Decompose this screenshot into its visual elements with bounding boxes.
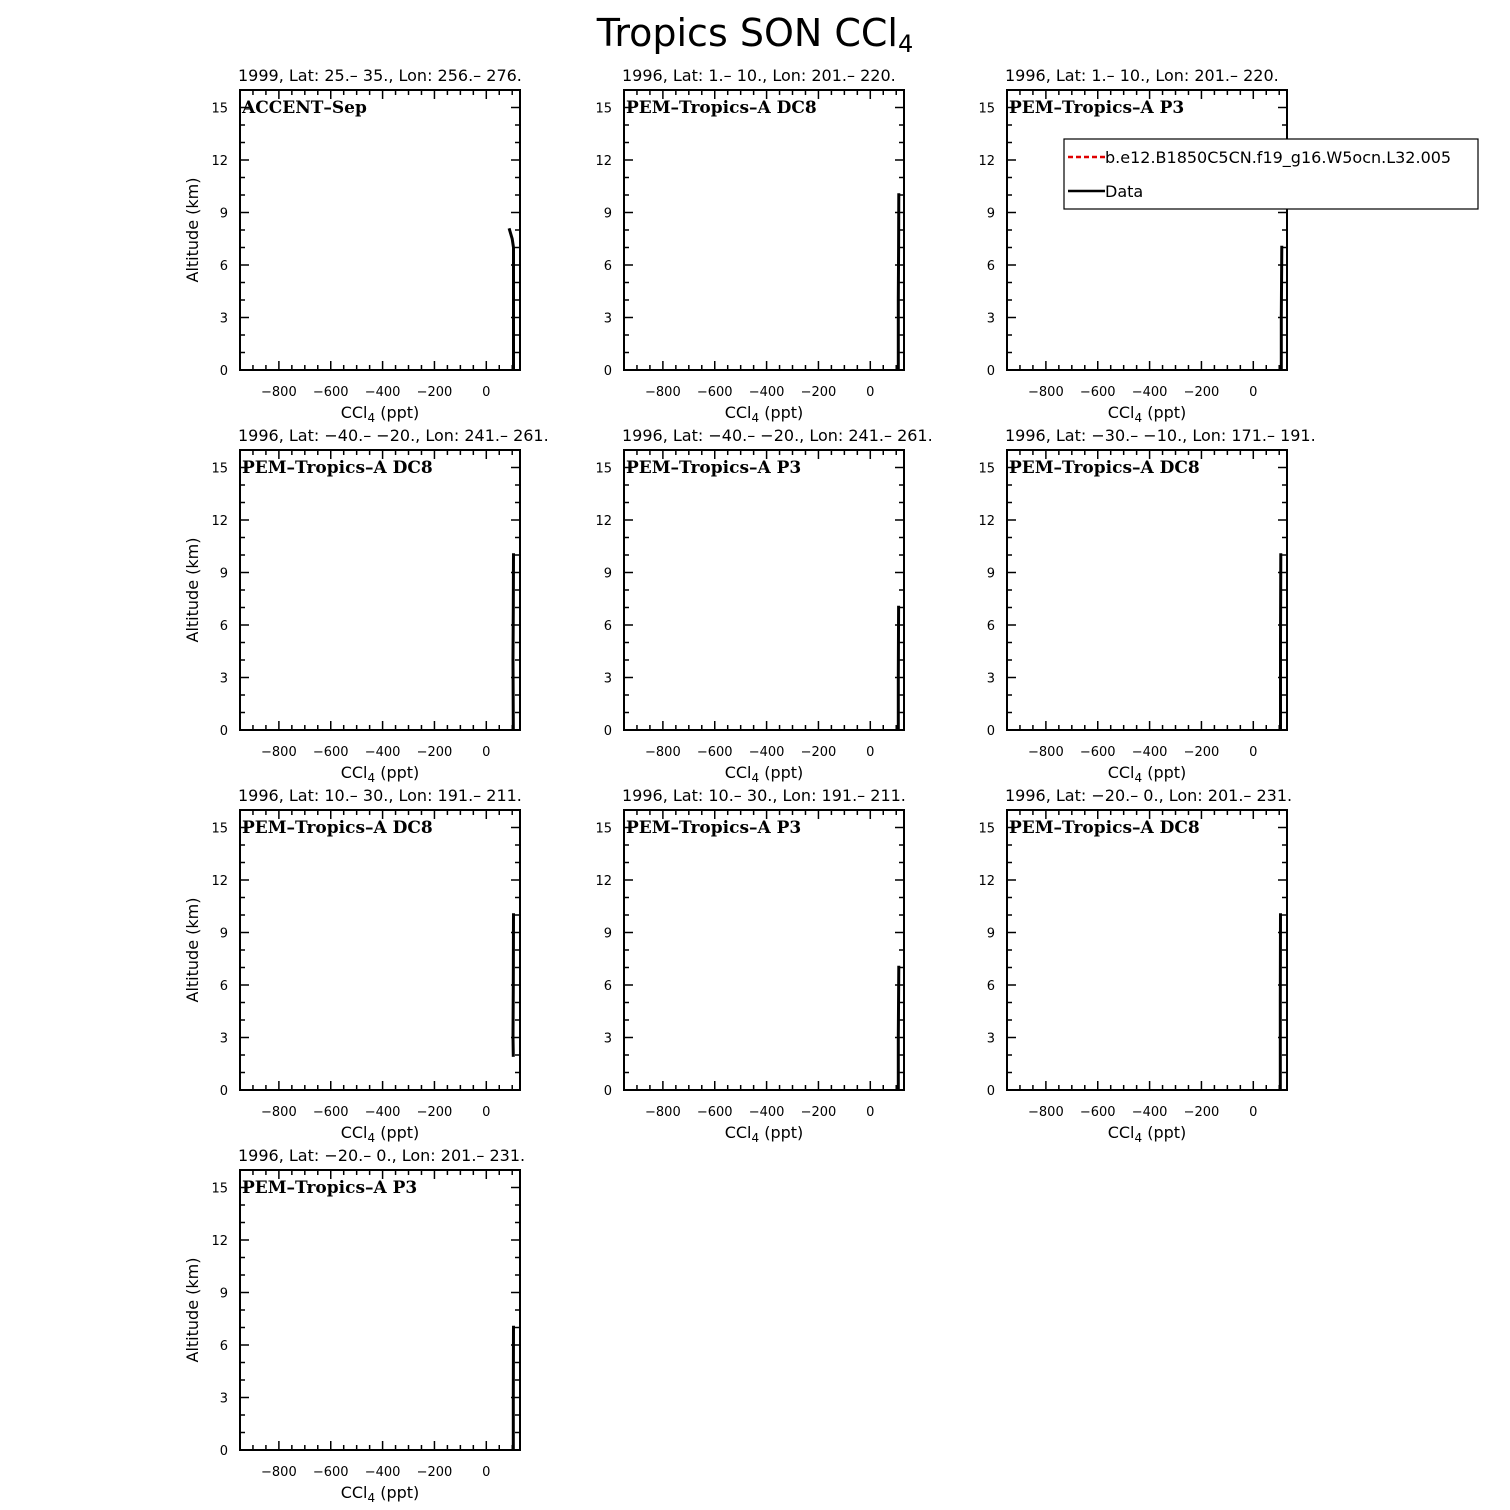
campaign-label: PEM–Tropics–A DC8 (1009, 818, 1200, 838)
plot-frame (1007, 810, 1287, 1090)
x-axis-label (1108, 763, 1187, 785)
panel-title: 1996, Lat: 10.– 30., Lon: 191.– 211. (622, 786, 906, 805)
y-tick-label: 6 (986, 979, 995, 994)
y-tick-label: 0 (986, 1084, 995, 1099)
panel-title: 1996, Lat: −20.– 0., Lon: 201.– 231. (1005, 786, 1293, 805)
y-tick-label: 15 (211, 461, 228, 477)
y-tick-label: 6 (986, 619, 995, 634)
x-tick-label: 0 (482, 1105, 491, 1120)
figure-title-main: Tropics SON CCl (596, 11, 898, 55)
y-tick-label: 12 (211, 154, 228, 169)
x-tick-label: −600 (1079, 385, 1116, 400)
y-tick-label: 12 (595, 874, 612, 889)
y-tick-label: 12 (211, 874, 228, 889)
x-axis-label (725, 1123, 804, 1145)
data-profile-line (1281, 246, 1282, 370)
x-tick-label: −400 (1131, 1105, 1168, 1120)
y-axis-label: Altitude (km) (183, 897, 202, 1003)
y-tick-label: 3 (986, 671, 995, 687)
panel-4 (183, 426, 549, 785)
x-tick-label: 0 (1249, 385, 1258, 400)
campaign-label: PEM–Tropics–A DC8 (242, 458, 433, 478)
x-tick-label: −200 (1183, 385, 1220, 400)
x-axis-label-main: CCl (340, 403, 368, 422)
y-tick-label: 6 (603, 979, 612, 994)
x-tick-label: −800 (261, 1465, 297, 1480)
y-tick-label: 9 (219, 566, 228, 582)
x-axis-label-main: CCl (724, 763, 752, 782)
panel-3 (978, 66, 1287, 425)
x-tick-label: −600 (312, 1105, 349, 1120)
x-axis-label-main: CCl (1107, 763, 1135, 782)
x-axis-label-unit: (ppt) (375, 1483, 420, 1502)
y-tick-label: 0 (219, 724, 228, 739)
plot-frame (240, 1170, 520, 1450)
y-tick-label: 15 (211, 1181, 228, 1197)
y-tick-label: 0 (603, 1084, 612, 1099)
x-tick-label: 0 (1249, 1105, 1258, 1120)
x-tick-label: 0 (482, 385, 491, 400)
x-tick-label: −400 (1131, 745, 1168, 760)
campaign-label: PEM–Tropics–A DC8 (1009, 458, 1200, 478)
x-axis-label-subscript: 4 (1134, 771, 1143, 785)
x-axis-label (341, 763, 420, 785)
x-tick-label: −600 (696, 1105, 733, 1120)
x-tick-label: −600 (312, 1465, 349, 1480)
x-axis-label (1108, 1123, 1187, 1145)
y-tick-label: 0 (986, 724, 995, 739)
x-axis-label-unit: (ppt) (375, 1123, 420, 1142)
x-axis-label-unit: (ppt) (759, 1123, 804, 1142)
x-tick-label: −600 (312, 745, 349, 760)
plot-frame (240, 90, 520, 370)
y-tick-label: 9 (603, 206, 612, 222)
y-tick-label: 3 (219, 671, 228, 687)
y-tick-label: 9 (986, 926, 995, 942)
y-tick-label: 9 (603, 926, 612, 942)
y-tick-label: 15 (978, 461, 995, 477)
x-tick-label: −800 (261, 1105, 297, 1120)
plot-frame (624, 810, 904, 1090)
x-axis-label-main: CCl (1107, 403, 1135, 422)
x-tick-label: −600 (312, 385, 349, 400)
x-tick-label: −800 (261, 385, 297, 400)
legend (1064, 139, 1478, 209)
data-profile-line (513, 553, 514, 730)
x-tick-label: 0 (866, 745, 875, 760)
x-axis-label-main: CCl (340, 1123, 368, 1142)
y-tick-label: 6 (603, 619, 612, 634)
y-axis-label: Altitude (km) (183, 177, 202, 283)
y-tick-label: 12 (595, 154, 612, 169)
x-tick-label: −600 (696, 385, 733, 400)
y-axis-label: Altitude (km) (183, 1257, 202, 1363)
y-tick-label: 15 (595, 461, 612, 477)
x-tick-label: −200 (800, 385, 837, 400)
y-tick-label: 12 (211, 514, 228, 529)
y-tick-label: 9 (219, 206, 228, 222)
campaign-label: PEM–Tropics–A DC8 (626, 98, 817, 118)
y-tick-label: 0 (603, 364, 612, 379)
panel-title: 1996, Lat: −20.– 0., Lon: 201.– 231. (238, 1146, 526, 1165)
y-tick-label: 3 (986, 1031, 995, 1047)
y-tick-label: 3 (219, 311, 228, 327)
x-axis-label-subscript: 4 (367, 1491, 376, 1505)
y-tick-label: 9 (986, 566, 995, 582)
x-axis-label-main: CCl (340, 763, 368, 782)
y-tick-label: 0 (219, 364, 228, 379)
y-tick-label: 3 (219, 1391, 228, 1407)
x-axis-label (725, 763, 804, 785)
campaign-label: PEM–Tropics–A P3 (1009, 98, 1185, 118)
x-tick-label: −600 (1079, 745, 1116, 760)
campaign-label: PEM–Tropics–A P3 (242, 1178, 418, 1198)
y-tick-label: 3 (219, 1031, 228, 1047)
x-tick-label: −200 (800, 745, 837, 760)
x-tick-label: −600 (1079, 1105, 1116, 1120)
x-axis-label-subscript: 4 (367, 1131, 376, 1145)
x-tick-label: −200 (416, 385, 453, 400)
y-tick-label: 6 (986, 259, 995, 274)
x-tick-label: −800 (261, 745, 297, 760)
panel-6 (978, 426, 1315, 785)
campaign-label: ACCENT–Sep (242, 98, 367, 118)
x-tick-label: 0 (1249, 745, 1258, 760)
figure-title (596, 11, 914, 58)
panel-title: 1999, Lat: 25.– 35., Lon: 256.– 276. (238, 66, 522, 85)
x-tick-label: −400 (364, 385, 401, 400)
panel-7 (183, 786, 522, 1145)
x-tick-label: −800 (645, 385, 681, 400)
legend-label: Data (1105, 182, 1144, 201)
y-tick-label: 6 (219, 619, 228, 634)
x-tick-label: −600 (696, 745, 733, 760)
y-tick-label: 15 (211, 821, 228, 837)
x-tick-label: −400 (364, 1105, 401, 1120)
x-axis-label-main: CCl (340, 1483, 368, 1502)
y-tick-label: 9 (603, 566, 612, 582)
panel-10 (183, 1146, 525, 1505)
plot-frame (240, 810, 520, 1090)
x-axis-label-unit: (ppt) (375, 763, 420, 782)
y-tick-label: 9 (219, 1286, 228, 1302)
y-tick-label: 15 (595, 101, 612, 117)
y-tick-label: 6 (603, 259, 612, 274)
x-axis-label-subscript: 4 (751, 1131, 760, 1145)
y-tick-label: 3 (603, 311, 612, 327)
y-tick-label: 12 (978, 874, 995, 889)
panel-title: 1996, Lat: −40.– −20., Lon: 241.– 261. (238, 426, 549, 445)
y-tick-label: 15 (978, 821, 995, 837)
x-axis-label (341, 403, 420, 425)
panel-title: 1996, Lat: −30.– −10., Lon: 171.– 191. (1005, 426, 1316, 445)
x-axis-label-main: CCl (1107, 1123, 1135, 1142)
y-tick-label: 12 (211, 1234, 228, 1249)
x-tick-label: 0 (866, 385, 875, 400)
x-tick-label: 0 (482, 745, 491, 760)
x-axis-label-unit: (ppt) (1142, 763, 1187, 782)
x-tick-label: −400 (748, 385, 785, 400)
x-tick-label: −800 (645, 745, 681, 760)
x-tick-label: −800 (1028, 385, 1064, 400)
panels (183, 66, 1316, 1505)
plot-frame (1007, 450, 1287, 730)
y-tick-label: 0 (986, 364, 995, 379)
x-tick-label: −400 (748, 745, 785, 760)
plot-frame (624, 450, 904, 730)
panel-title: 1996, Lat: 10.– 30., Lon: 191.– 211. (238, 786, 522, 805)
x-axis-label-unit: (ppt) (1142, 1123, 1187, 1142)
y-tick-label: 3 (986, 311, 995, 327)
x-axis-label-unit: (ppt) (759, 403, 804, 422)
x-tick-label: −200 (416, 1465, 453, 1480)
x-axis-label (1108, 403, 1187, 425)
y-tick-label: 3 (603, 671, 612, 687)
panel-8 (595, 786, 905, 1145)
x-tick-label: −200 (1183, 1105, 1220, 1120)
data-profile-line (509, 228, 513, 370)
y-tick-label: 0 (219, 1444, 228, 1459)
y-tick-label: 0 (219, 1084, 228, 1099)
panel-2 (595, 66, 904, 425)
plot-frame (240, 450, 520, 730)
x-tick-label: 0 (866, 1105, 875, 1120)
panel-title: 1996, Lat: 1.– 10., Lon: 201.– 220. (1005, 66, 1279, 85)
panel-1 (183, 66, 522, 425)
y-tick-label: 3 (603, 1031, 612, 1047)
x-tick-label: −400 (364, 1465, 401, 1480)
figure-title-subscript: 4 (898, 30, 914, 58)
x-tick-label: −800 (1028, 745, 1064, 760)
plot-frame (624, 90, 904, 370)
legend-label: b.e12.B1850C5CN.f19_g16.W5ocn.L32.005 (1105, 148, 1452, 167)
y-axis-label: Altitude (km) (183, 537, 202, 643)
panel-5 (595, 426, 932, 785)
x-axis-label-main: CCl (724, 1123, 752, 1142)
x-axis-label-unit: (ppt) (1142, 403, 1187, 422)
x-tick-label: −400 (364, 745, 401, 760)
y-tick-label: 12 (978, 154, 995, 169)
y-tick-label: 12 (595, 514, 612, 529)
y-tick-label: 9 (986, 206, 995, 222)
x-tick-label: −400 (1131, 385, 1168, 400)
x-tick-label: −400 (748, 1105, 785, 1120)
x-tick-label: −200 (800, 1105, 837, 1120)
x-tick-label: 0 (482, 1465, 491, 1480)
x-axis-label (341, 1483, 420, 1505)
y-tick-label: 6 (219, 1339, 228, 1354)
x-axis-label-subscript: 4 (751, 411, 760, 425)
y-tick-label: 12 (978, 514, 995, 529)
campaign-label: PEM–Tropics–A DC8 (242, 818, 433, 838)
x-axis-label-subscript: 4 (751, 771, 760, 785)
y-tick-label: 15 (978, 101, 995, 117)
x-axis-label (725, 403, 804, 425)
plot-frame (1007, 90, 1287, 370)
x-tick-label: −800 (1028, 1105, 1064, 1120)
panel-title: 1996, Lat: 1.– 10., Lon: 201.– 220. (622, 66, 896, 85)
x-axis-label-main: CCl (724, 403, 752, 422)
x-axis-label-subscript: 4 (1134, 1131, 1143, 1145)
x-tick-label: −200 (1183, 745, 1220, 760)
panel-title: 1996, Lat: −40.– −20., Lon: 241.– 261. (622, 426, 933, 445)
x-axis-label-subscript: 4 (367, 771, 376, 785)
y-tick-label: 0 (603, 724, 612, 739)
x-tick-label: −200 (416, 745, 453, 760)
campaign-label: PEM–Tropics–A P3 (626, 818, 802, 838)
data-profile-line (898, 193, 899, 370)
data-profile-line (513, 913, 514, 1057)
y-tick-label: 15 (595, 821, 612, 837)
x-axis-label-subscript: 4 (1134, 411, 1143, 425)
panel-9 (978, 786, 1292, 1145)
y-tick-label: 6 (219, 259, 228, 274)
y-tick-label: 15 (211, 101, 228, 117)
x-axis-label-unit: (ppt) (375, 403, 420, 422)
x-tick-label: −200 (416, 1105, 453, 1120)
y-tick-label: 9 (219, 926, 228, 942)
x-axis-label-unit: (ppt) (759, 763, 804, 782)
data-profile-line (898, 966, 899, 1090)
x-axis-label (341, 1123, 420, 1145)
y-tick-label: 6 (219, 979, 228, 994)
campaign-label: PEM–Tropics–A P3 (626, 458, 802, 478)
x-tick-label: −800 (645, 1105, 681, 1120)
x-axis-label-subscript: 4 (367, 411, 376, 425)
